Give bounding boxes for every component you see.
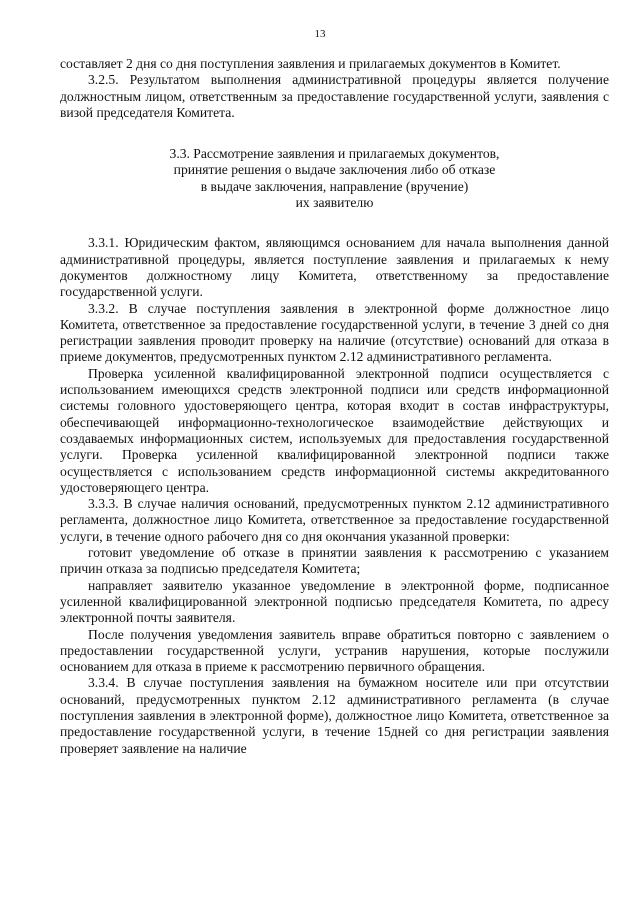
paragraph: 3.3.3. В случае наличия оснований, предусмотренных пунктом 2.12 административного регламента, должностное лицо Комитета, ответственное за предоставление государственной услуги, в течение одного рабочего дня со дня окончания указанной проверки: [60, 496, 609, 544]
paragraph: составляет 2 дня со дня поступления заявления и прилагаемых документов в Комитет. [60, 56, 561, 71]
paragraph: 3.3.2. В случае поступления заявления в электронной форме должностное лицо Комитета, ответственное за предоставление государственной услуги, в течение 3 дней со дня регистрации заявления проводит проверку на наличие (отсутствие) оснований для отказа в приеме документов, предусмотренных пунктом 2.12 административного регламента. [60, 300, 609, 365]
page-number: 13 [314, 28, 326, 40]
paragraph: Проверка усиленной квалифицированной электронной подписи осуществляется с использованием имеющихся средств электронной подписи или средств информационной системы головного удостоверяющего центра, которая входит в состав инфраструктуры, обеспечивающей информационно-технологическое взаимодействие действующих и создаваемых информационных систем, используемых для предоставления государственной услуги. Проверка усиленной квалифицированной электронной подписи также осуществляется с использованием средств информационной системы аккредитованного удостоверяющего центра. [60, 365, 609, 495]
paragraph: 3.3.1. Юридическим фактом, являющимся основанием для начала выполнения данной административной процедуры, является поступление заявления и прилагаемых к нему документов должностному лицу Комитета, ответственному за предоставление государственной услуги. [60, 235, 609, 300]
document-body [60, 56, 609, 757]
paragraph: 3.3.4. В случае поступления заявления на бумажном носителе или при отсутствии оснований, предусмотренных пунктом 2.12 административного регламента (в случае поступления заявления в электронной форме), должностное лицо Комитета, ответственное за предоставление государственной услуги, в течение 15дней со дня регистрации заявления проверяет заявление на наличие [60, 675, 609, 756]
section-heading-line: их заявителю [295, 195, 374, 211]
paragraph: готовит уведомление об отказе в принятии заявления к рассмотрению с указанием причин отказа за подписью председателя Комитета; [60, 545, 609, 577]
section-heading-line: 3.3. Рассмотрение заявления и прилагаемых документов, [169, 146, 500, 162]
paragraph: 3.2.5. Результатом выполнения административной процедуры является получение должностным лицом, ответственным за предоставление государственной услуги, заявления с визой председателя Комитета. [60, 72, 609, 120]
section-heading-line: принятие решения о выдаче заключения либо об отказе [173, 162, 496, 178]
section-heading-line: в выдаче заключения, направление (вручение) [200, 178, 469, 194]
section-heading [60, 146, 609, 211]
paragraph: направляет заявителю указанное уведомление в электронной форме, подписанное усиленной квалифицированной электронной подписью председателя Комитета, по адресу электронной почты заявителя. [60, 577, 609, 626]
paragraph: После получения уведомления заявитель вправе обратиться повторно с заявлением о предоставлении государственной услуги, устранив нарушения, которые послужили основанием для отказа в приеме к рассмотрению первичного обращения. [60, 626, 609, 675]
